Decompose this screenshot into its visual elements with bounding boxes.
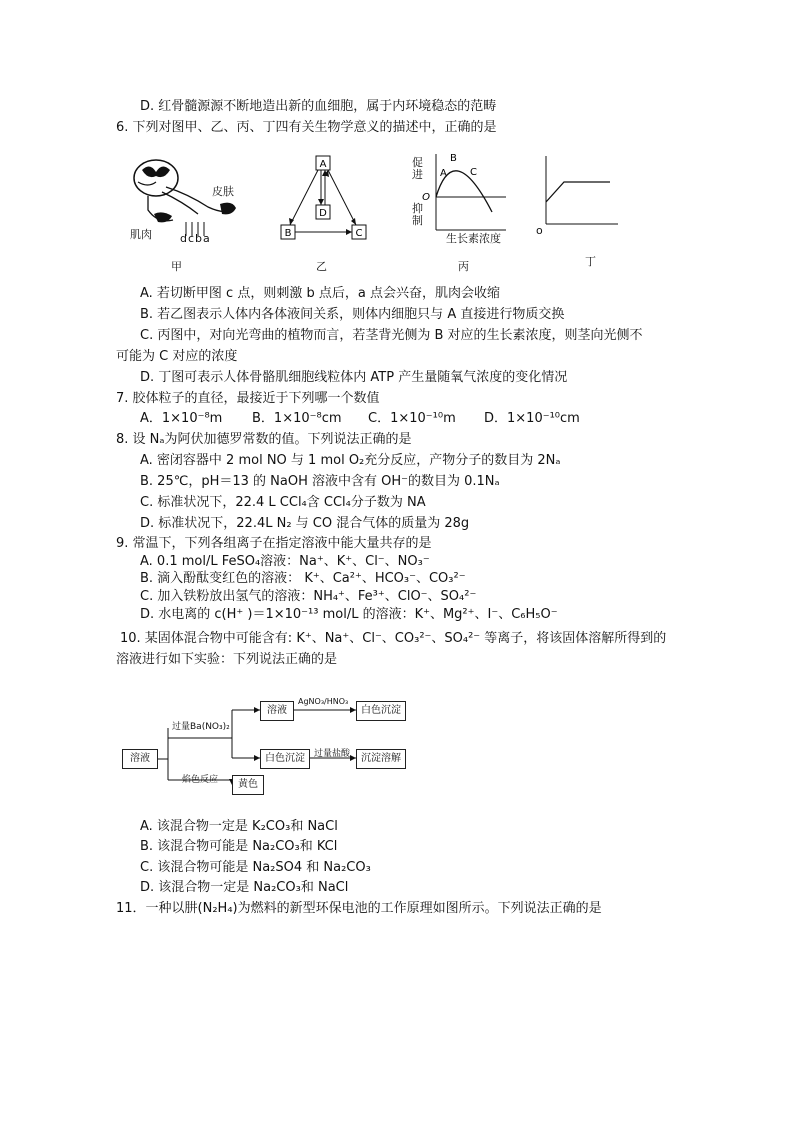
q9-option-c: C. 加入铁粉放出氢气的溶液：NH₄⁺、Fe³⁺、ClO⁻、SO₄²⁻ (140, 589, 477, 604)
flow-reagent-ba: 过量Ba(NO₃)₂ (172, 722, 230, 732)
q7-option-c: C．1×10⁻¹⁰m (368, 411, 456, 426)
q6-stem: 6. 下列对图甲、乙、丙、丁四有关生物学意义的描述中，正确的是 (116, 120, 497, 135)
point-b: B (450, 153, 457, 164)
flow-flame-test: 焰色反应 (182, 775, 219, 785)
q7-option-d: D．1×10⁻¹⁰cm (484, 411, 580, 426)
origin-o: O (422, 192, 430, 203)
q8-option-c: C. 标准状况下，22.4 L CCl₄含 CCl₄分子数为 NA (140, 495, 426, 510)
flow-solution: 溶液 (260, 701, 294, 721)
caption-ding: 丁 (585, 255, 596, 268)
label-inhibit: 抑制 (412, 202, 423, 227)
flow-dissolve: 沉淀溶解 (356, 749, 406, 769)
q7-option-a: A．1×10⁻⁸m (140, 411, 223, 426)
label-muscle: 肌肉 (130, 228, 152, 241)
caption-jia: 甲 (171, 260, 182, 273)
body-fluid-diagram (280, 155, 370, 240)
q10-option-d: D. 该混合物一定是 Na₂CO₃和 NaCl (140, 880, 349, 895)
q7-option-b: B．1×10⁻⁸cm (252, 411, 342, 426)
origin-label-ding: o (536, 224, 543, 237)
q8-stem: 8. 设 Nₐ为阿伏加德罗常数的值。下列说法正确的是 (116, 432, 412, 447)
q11-stem: 11．一种以肼(N₂H₄)为燃料的新型环保电池的工作原理如图所示。下列说法正确的是 (116, 901, 602, 916)
caption-bing: 丙 (458, 260, 469, 273)
q9-option-d: D. 水电离的 c(H⁺ )＝1×10⁻¹³ mol/L 的溶液：K⁺、Mg²⁺、I⁻、C₆H₅O⁻ (140, 607, 558, 622)
q10-option-c: C. 该混合物可能是 Na₂SO4 和 Na₂CO₃ (140, 860, 371, 875)
node-c: C (355, 228, 363, 239)
q5-option-d: D. 红骨髓源源不断地造出新的血细胞，属于内环境稳态的范畴 (140, 99, 497, 114)
label-promote: 促进 (412, 156, 423, 181)
q9-option-a: A. 0.1 mol/L FeSO₄溶液：Na⁺、K⁺、Cl⁻、NO₃⁻ (140, 554, 430, 569)
flow-yellow: 黄色 (232, 775, 264, 795)
q10-option-a: A. 该混合物一定是 K₂CO₃和 NaCl (140, 819, 338, 834)
caption-yi: 乙 (316, 260, 327, 273)
label-dcba: dcba (180, 232, 211, 245)
q6-option-d: D. 丁图可表示人体骨骼肌细胞线粒体内 ATP 产生量随氧气浓度的变化情况 (140, 370, 568, 385)
flow-white-ppt-2: 白色沉淀 (260, 749, 310, 769)
figure-ding (540, 152, 620, 232)
point-a: A (440, 168, 447, 179)
q10-stem-cont: 溶液进行如下实验：下列说法正确的是 (116, 652, 338, 667)
node-b: B (284, 228, 292, 239)
q8-option-a: A. 密闭容器中 2 mol NO 与 1 mol O₂充分反应，产物分子的数目为 2Nₐ (140, 453, 561, 468)
node-a: A (319, 159, 327, 170)
flow-reagent-hcl: 过量盐酸 (314, 749, 351, 759)
figure-yi (280, 155, 370, 240)
q6-option-c-cont: 可能为 C 对应的浓度 (116, 349, 238, 364)
flow-reagent-ag: AgNO₃/HNO₃ (298, 697, 349, 706)
flow-start-solution: 溶液 (122, 749, 158, 769)
q6-option-a: A. 若切断甲图 c 点，则刺激 b 点后，a 点会兴奋，肌肉会收缩 (140, 286, 500, 301)
node-d: D (319, 208, 327, 219)
q10-option-b: B. 该混合物可能是 Na₂CO₃和 KCl (140, 839, 338, 854)
q8-option-b: B. 25℃，pH＝13 的 NaOH 溶液中含有 OH⁻的数目为 0.1Nₐ (140, 474, 500, 489)
q6-option-b: B. 若乙图表示人体内各体液间关系，则体内细胞只与 A 直接进行物质交换 (140, 307, 565, 322)
q6-option-c: C. 丙图中，对向光弯曲的植物而言，若茎背光侧为 B 对应的生长素浓度，则茎向光侧不 (140, 328, 643, 343)
atp-oxygen-graph (540, 152, 620, 232)
flow-white-ppt-1: 白色沉淀 (356, 701, 406, 721)
point-c: C (470, 167, 477, 178)
label-skin: 皮肤 (212, 185, 234, 198)
q10-stem: 10. 某固体混合物中可能含有: K⁺、Na⁺、Cl⁻、CO₃²⁻、SO₄²⁻ 等离子，将该固体溶解所得到的 (120, 631, 667, 646)
label-auxin-conc: 生长素浓度 (446, 232, 501, 245)
q9-option-b: B. 滴入酚酞变红色的溶液： K⁺、Ca²⁺、HCO₃⁻、CO₃²⁻ (140, 571, 466, 586)
q7-stem: 7. 胶体粒子的直径，最接近于下列哪一个数值 (116, 391, 380, 406)
q9-stem: 9. 常温下，下列各组离子在指定溶液中能大量共存的是 (116, 536, 432, 551)
q8-option-d: D. 标准状况下，22.4L N₂ 与 CO 混合气体的质量为 28g (140, 516, 470, 531)
